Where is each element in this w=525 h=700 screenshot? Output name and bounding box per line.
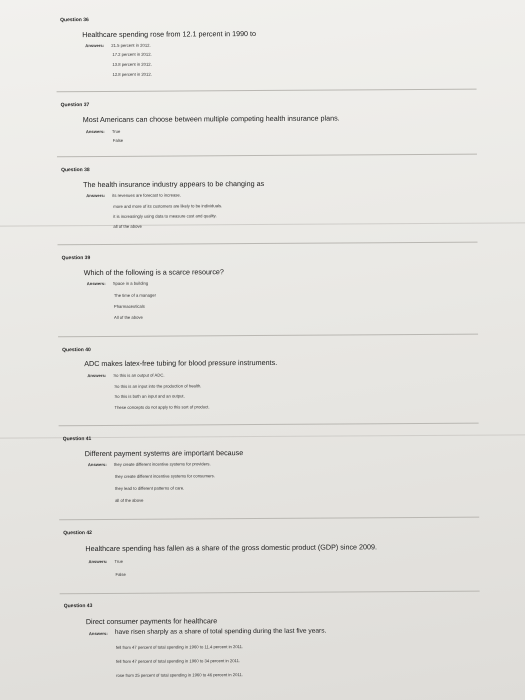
answers-label: Answers: [88, 558, 108, 565]
answer-option: 17.2 percent in 2012. [112, 51, 152, 57]
answer-option: The time of a manager [113, 292, 156, 298]
answer-option: more and more of its customers are likely to be individuals. [113, 203, 223, 209]
answer-option: True [114, 558, 123, 564]
answer-option: False [115, 571, 126, 577]
answers-label: Answers: [87, 372, 107, 379]
answer-option: So this is an input into the production of health. [114, 383, 202, 389]
question-text: Healthcare spending has fallen as a share of the gross domestic product (GDP) since 2009. [85, 542, 378, 554]
answer-option: Pharmaceuticals [113, 303, 145, 309]
question-divider [58, 334, 478, 338]
question-divider [57, 89, 477, 93]
question-divider [60, 591, 480, 595]
question-text: Most Americans can choose between multiple competing health insurance plans. [82, 113, 340, 125]
question-number: Question 37 [60, 102, 90, 109]
answer-option: all of the above [115, 497, 144, 503]
answer-option: all of the above [113, 223, 142, 229]
question-divider [59, 517, 479, 521]
question-text: Which of the following is a scarce resource? [83, 267, 224, 278]
paper-fold [0, 222, 525, 226]
answer-option: its revenues are forecast to increase. [112, 192, 181, 198]
question-text: Different payment systems are important because [84, 448, 244, 459]
answer-option: Space in a building [112, 280, 149, 286]
question-number: Question 38 [61, 167, 90, 174]
question-divider [57, 154, 477, 158]
answer-option: fell from 47 percent of total spending in 1960 to 34 percent in 2011. [116, 658, 241, 664]
question-number: Question 43 [63, 603, 93, 610]
question-number: Question 39 [61, 255, 91, 262]
question-text: Healthcare spending rose from 12.1 percent in 1990 to [82, 29, 257, 40]
answers-label: Answers: [88, 630, 108, 637]
answer-option: False [112, 137, 124, 143]
question-text: Direct consumer payments for healthcare [85, 616, 218, 627]
answer-option: they create different incentive systems for consumers. [114, 473, 215, 479]
answer-option: 12.8 percent in 2012. [112, 71, 152, 77]
question-number: Question 41 [62, 436, 92, 443]
question-number: Question 36 [60, 17, 89, 24]
answer-option: So this is both an input and an output. [114, 393, 185, 399]
answers-label: Answers: [87, 461, 107, 468]
answer-option: they create different incentive systems for providers. [113, 461, 211, 467]
answers-label: Answers: [86, 192, 106, 199]
answer-option: All of the above [113, 314, 143, 320]
answer-option: 13.8 percent in 2012. [112, 61, 152, 67]
answer-option: So this is an output of ADC. [113, 372, 165, 378]
question-number: Question 42 [63, 530, 92, 537]
answer-option: rose from 25 percent of total spending in 1960 to 46 percent in 2011. [116, 672, 243, 678]
question-divider [59, 423, 479, 427]
answer-option: These concepts do not apply to this sort of product. [114, 404, 210, 410]
answer-option: it is increasingly using data to measure cost and quality. [113, 213, 217, 219]
answers-label: Answers: [85, 42, 105, 49]
question-text: ADC makes latex-free tubing for blood pressure instruments. [84, 357, 278, 369]
answer-option: they lead to different patterns of care. [114, 485, 185, 491]
answers-label: Answers: [86, 280, 106, 287]
question-divider [58, 242, 478, 246]
answer-option: fell from 47 percent of total spending in 1960 to 11.4 percent in 2011. [115, 644, 244, 650]
question-number: Question 40 [62, 347, 91, 354]
answer-option: True [111, 128, 121, 134]
answer-option: 21.5 percent in 2012. [111, 42, 151, 48]
question-text: The health insurance industry appears to be changing as [83, 178, 265, 190]
answer-option: have risen sharply as a share of total spending during the last five years. [114, 627, 327, 636]
answers-label: Answers: [85, 128, 105, 135]
